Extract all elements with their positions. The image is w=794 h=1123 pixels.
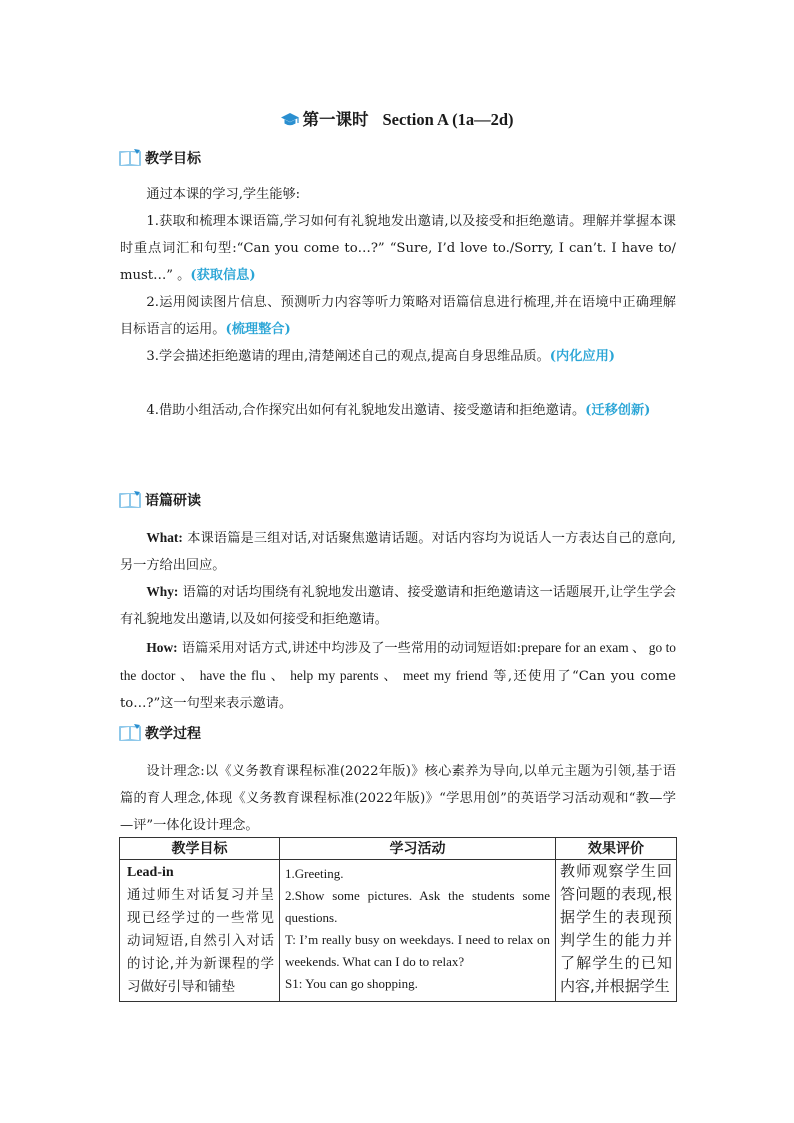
table-header-evaluation: 效果评价 <box>556 838 677 860</box>
analysis-what: What: 本课语篇是三组对话,对话聚焦邀请话题。对话内容均为说话人一方表达自己的意向,另一方给出回应。 <box>120 530 676 573</box>
book-icon <box>119 724 141 746</box>
graduation-cap-icon <box>280 112 300 133</box>
lesson-title <box>0 106 794 133</box>
table-cell-goal: Lead-in 通过师生对话复习并呈现已经学过的一些常见动词短语,自然引入对话的讨论,并为新课程的学习做好引导和铺垫 <box>120 860 280 1002</box>
goal-item-1: 1.获取和梳理本课语篇,学习如何有礼貌地发出邀请,以及接受和拒绝邀请。理解并掌握本课时重点词汇和句型:“Can you come to…?” “Sure, I’d love to./Sorry, I can’t. I have to/ must…” 。(获取信息) <box>120 214 676 283</box>
table-header-goal: 教学目标 <box>120 838 280 860</box>
goal-item-4: 4.借助小组活动,合作探究出如何有礼貌地发出邀请、接受邀请和拒绝邀请。(迁移创新) <box>146 403 651 418</box>
section-heading-goals: 教学目标 <box>119 148 201 171</box>
analysis-why: Why: 语篇的对话均围绕有礼貌地发出邀请、接受邀请和拒绝邀请这一话题展开,让学生学会有礼貌地发出邀请,以及如何接受和拒绝邀请。 <box>120 584 676 627</box>
table-header-activity: 学习活动 <box>280 838 556 860</box>
lesson-title-en: Section A (1a—2d) <box>382 110 514 129</box>
table-cell-activity: 1.Greeting. 2.Show some pictures. Ask the students some questions. T: I’m really busy on weekdays. I need to relax on weekends. What can I do to relax? S1: You can go shopping. <box>280 860 556 1002</box>
section-heading-process: 教学过程 <box>119 723 201 746</box>
process-intro: 设计理念:以《义务教育课程标准(2022年版)》核心素养为导向,以单元主题为引领,基于语篇的育人理念,体现《义务教育课程标准(2022年版)》“学思用创”的英语学习活动观和“教—学—评”一体化设计理念。 <box>120 764 676 833</box>
table-cell-evaluation: 教师观察学生回答问题的表现,根据学生的表现预判学生的能力并了解学生的已知内容,并根据学生 <box>556 860 677 1002</box>
process-table <box>119 837 677 1002</box>
table-row <box>120 860 677 1002</box>
book-icon <box>119 149 141 171</box>
goals-intro: 通过本课的学习,学生能够: <box>146 187 301 202</box>
goal-item-3: 3.学会描述拒绝邀请的理由,清楚阐述自己的观点,提高自身思维品质。(内化应用) <box>146 349 616 364</box>
lesson-title-cn: 第一课时 <box>302 110 369 129</box>
section-heading-analysis: 语篇研读 <box>119 490 201 513</box>
goal-item-2: 2.运用阅读图片信息、预测听力内容等听力策略对语篇信息进行梳理,并在语境中正确理解目标语言的运用。(梳理整合) <box>120 295 676 337</box>
book-icon <box>119 491 141 513</box>
analysis-how: How: 语篇采用对话方式,讲述中均涉及了一些常用的动词短语如:prepare for an exam 、 go to the doctor 、 have the flu 、 help my parents 、 meet my friend 等,还使用了“Can you come to…?”这一句型来表示邀请。 <box>120 640 676 711</box>
table-header-row <box>120 838 677 860</box>
